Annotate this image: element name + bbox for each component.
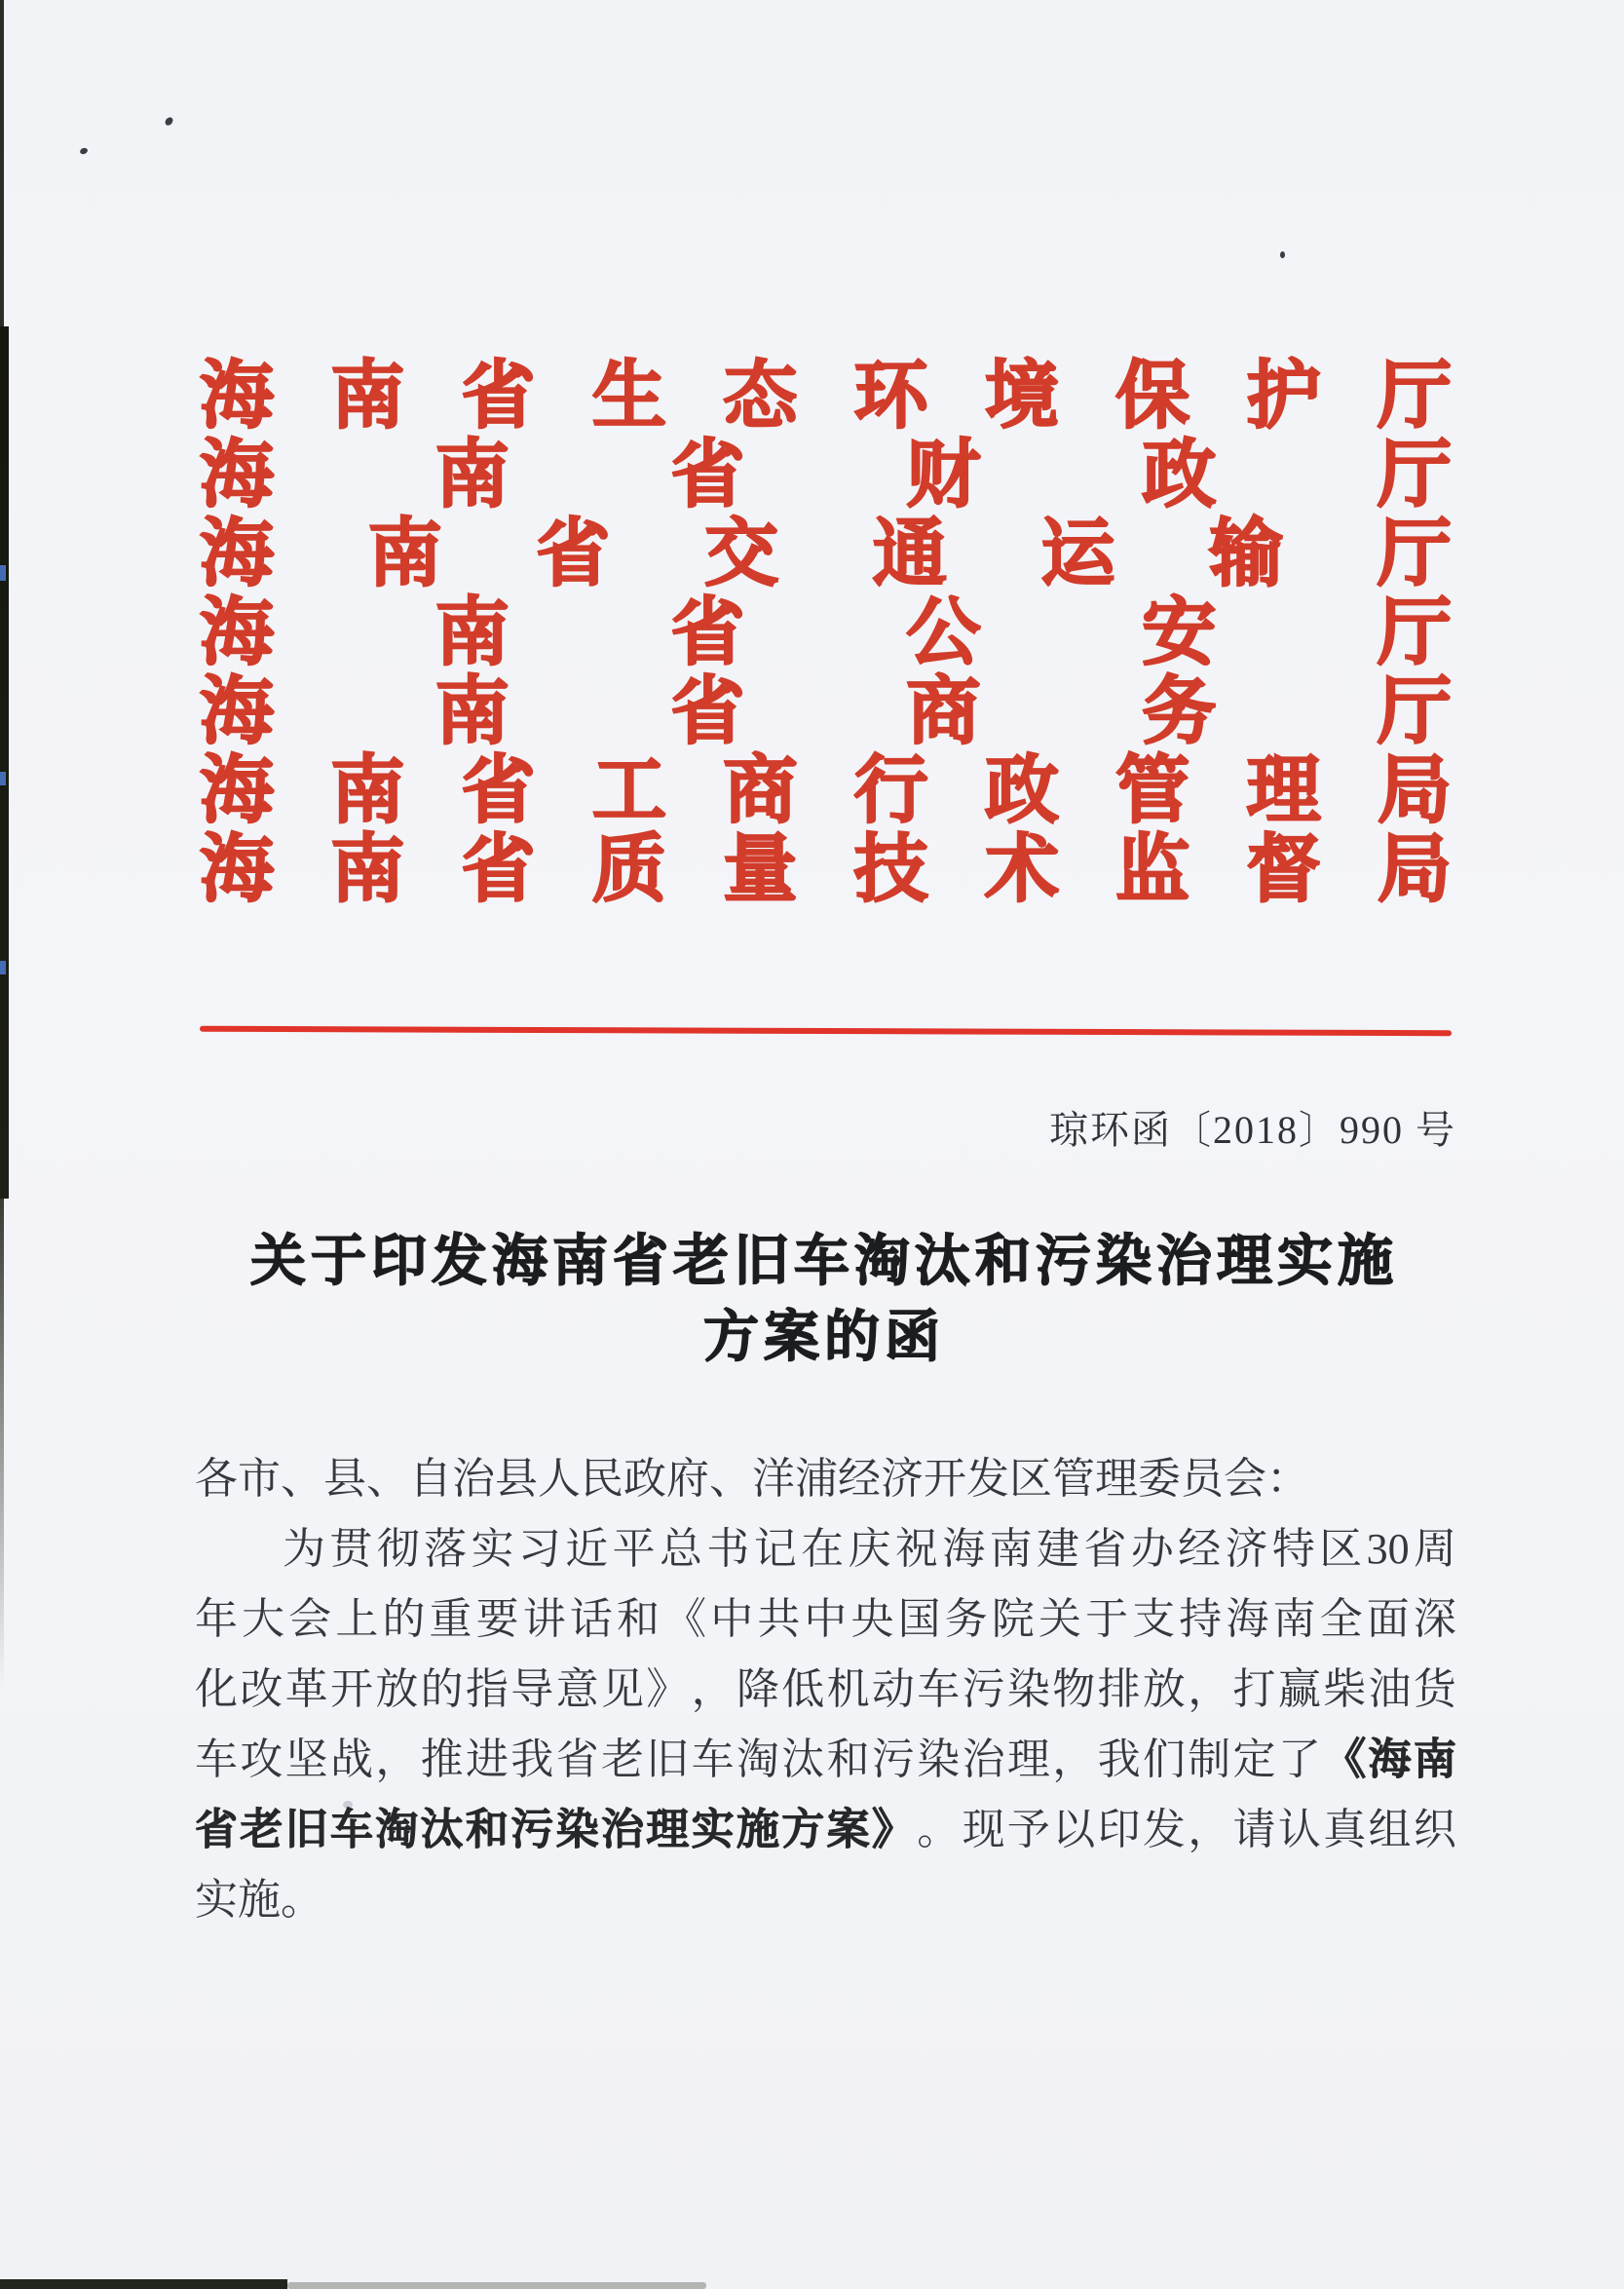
body-char: 庆 <box>848 1525 891 1573</box>
letterhead-line <box>200 750 1452 832</box>
body-char: 战 <box>329 1736 373 1783</box>
body-char: 政 <box>623 1455 666 1503</box>
body-char: 真 <box>1323 1806 1367 1853</box>
letterhead-char: 安 <box>1142 592 1217 674</box>
body-char: 推 <box>420 1736 464 1783</box>
letterhead-char: 环 <box>853 356 928 438</box>
body-char: 施 <box>238 1876 281 1924</box>
body-char: 县 <box>495 1455 538 1503</box>
body-char: 车 <box>917 1665 961 1713</box>
letterhead-char: 政 <box>984 750 1059 832</box>
body-char: 实 <box>471 1525 514 1573</box>
body-char: 化 <box>195 1665 238 1713</box>
body-char: 治 <box>962 1736 1005 1783</box>
body-char: 污 <box>962 1665 1005 1713</box>
body-char: 贯 <box>329 1525 373 1573</box>
body-char: 放 <box>1142 1665 1186 1713</box>
body-text-line <box>195 1725 1456 1795</box>
body-char: 县 <box>323 1455 366 1503</box>
letterhead-char: 行 <box>853 750 928 832</box>
scan-artifact-speck <box>1280 251 1285 258</box>
body-char: 支 <box>1132 1595 1176 1643</box>
letterhead-char: 南 <box>330 750 405 832</box>
body-char: 排 <box>1097 1665 1141 1713</box>
body-char: 会 <box>288 1595 332 1643</box>
body-char: 。 <box>281 1876 323 1924</box>
body-char: 见 <box>600 1665 644 1713</box>
letterhead-line <box>200 671 1452 753</box>
body-char: 的 <box>420 1665 464 1713</box>
body-char: 平 <box>612 1525 656 1573</box>
letterhead-char: 管 <box>1115 750 1190 832</box>
body-char: 经 <box>838 1455 881 1503</box>
body-char: 现 <box>962 1806 1005 1853</box>
letterhead-char: 南 <box>330 356 405 438</box>
body-text-line <box>195 1584 1456 1655</box>
body-char: 发 <box>1142 1806 1186 1853</box>
body-char: 要 <box>475 1595 519 1643</box>
body-char: 济 <box>881 1455 924 1503</box>
body-char: 实 <box>195 1876 238 1924</box>
body-char: 省 <box>195 1806 238 1853</box>
body-char: 意 <box>555 1665 599 1713</box>
body-char: 》 <box>646 1665 690 1713</box>
body-char: 管 <box>1052 1455 1095 1503</box>
body-char: 大 <box>242 1595 285 1643</box>
body-char: 放 <box>375 1665 419 1713</box>
body-char: 方 <box>781 1806 825 1853</box>
body-char: 落 <box>424 1525 468 1573</box>
body-char: 面 <box>1366 1595 1410 1643</box>
body-char: 治 <box>452 1455 495 1503</box>
body-char: 海 <box>1368 1736 1412 1783</box>
body-char: 组 <box>1368 1806 1412 1853</box>
body-char: 各 <box>195 1455 238 1503</box>
body-text-line <box>195 1795 1456 1865</box>
document-body <box>195 1444 1456 1935</box>
letterhead-char: 南 <box>330 829 405 911</box>
letterhead-char: 量 <box>723 829 798 911</box>
body-char: 院 <box>991 1595 1035 1643</box>
letterhead-char: 局 <box>1377 829 1452 911</box>
body-char: 低 <box>781 1665 825 1713</box>
body-char: 车 <box>691 1736 735 1783</box>
body-char: 请 <box>1232 1806 1276 1853</box>
body-char: 织 <box>1413 1806 1456 1853</box>
letterhead-char: 海 <box>200 671 274 753</box>
body-char: 进 <box>465 1736 509 1783</box>
body-char: 制 <box>1188 1736 1231 1783</box>
scan-artifact-bottom-streak <box>0 2279 287 2289</box>
body-char: 近 <box>565 1525 609 1573</box>
letterhead-char: 政 <box>1142 435 1217 516</box>
body-char: 民 <box>581 1455 623 1503</box>
body-char: 南 <box>1413 1736 1456 1783</box>
body-char: 自 <box>409 1455 452 1503</box>
body-char: 务 <box>944 1595 988 1643</box>
letterhead-char: 质 <box>591 829 666 911</box>
body-char: 的 <box>382 1595 426 1643</box>
letterhead-line <box>200 829 1452 911</box>
body-char: 会 <box>1224 1455 1266 1503</box>
body-char: 书 <box>706 1525 750 1573</box>
body-char: 人 <box>538 1455 581 1503</box>
body-char: 旧 <box>646 1736 690 1783</box>
letterhead-char: 南 <box>434 592 510 674</box>
letterhead-char: 海 <box>200 356 274 438</box>
body-char: 理 <box>646 1806 690 1853</box>
body-char: 治 <box>600 1806 644 1853</box>
letterhead-char: 厅 <box>1377 671 1452 753</box>
letterhead-char: 保 <box>1115 356 1190 438</box>
body-char: 海 <box>942 1525 986 1573</box>
letterhead-char: 公 <box>906 592 981 674</box>
letterhead-char: 海 <box>200 514 274 595</box>
letterhead-char: 通 <box>872 514 947 595</box>
letterhead-char: 商 <box>723 750 798 832</box>
body-char: 认 <box>1277 1806 1321 1853</box>
letterhead-char: 态 <box>723 356 798 438</box>
body-char: 我 <box>1097 1736 1141 1783</box>
body-char: 全 <box>1319 1595 1363 1643</box>
body-char: 委 <box>1138 1455 1181 1503</box>
letterhead-char: 护 <box>1246 356 1321 438</box>
letterhead-char: 省 <box>670 435 745 516</box>
body-char: 淘 <box>375 1806 419 1853</box>
letterhead-char: 财 <box>906 435 981 516</box>
body-char: 为 <box>283 1525 325 1573</box>
body-char: 车 <box>195 1736 238 1783</box>
body-char: 车 <box>329 1806 373 1853</box>
body-char: 柴 <box>1323 1665 1367 1713</box>
body-char: 省 <box>1083 1525 1127 1573</box>
body-char: 、 <box>281 1455 323 1503</box>
letterhead-char: 厅 <box>1377 435 1452 516</box>
letterhead-char: 工 <box>591 750 666 832</box>
body-char: 改 <box>240 1665 283 1713</box>
letterhead-char: 海 <box>200 829 274 911</box>
body-char: 深 <box>1413 1595 1456 1643</box>
body-char: 以 <box>1052 1806 1096 1853</box>
body-char: 海 <box>1226 1595 1269 1643</box>
scan-artifact-speck <box>164 116 174 127</box>
letterhead-char: 商 <box>906 671 981 753</box>
body-char: 在 <box>801 1525 845 1573</box>
body-char: 定 <box>1232 1736 1276 1783</box>
body-char: 于 <box>1085 1595 1129 1643</box>
letterhead-char: 海 <box>200 750 274 832</box>
letterhead-char: 南 <box>434 435 510 516</box>
body-char: 予 <box>1006 1806 1050 1853</box>
body-char: 关 <box>1038 1595 1081 1643</box>
body-char: 》 <box>871 1806 915 1853</box>
scan-artifact-bottom-streak-faint <box>287 2282 706 2289</box>
body-char: 南 <box>1272 1595 1316 1643</box>
letterhead-char: 海 <box>200 592 274 674</box>
letterhead-char: 境 <box>984 356 1059 438</box>
body-char: 共 <box>757 1595 801 1643</box>
body-char: 和 <box>465 1806 509 1853</box>
letterhead-char: 省 <box>461 829 536 911</box>
body-char: 、 <box>366 1455 409 1503</box>
body-char: 染 <box>1006 1665 1050 1713</box>
body-char: 染 <box>917 1736 961 1783</box>
body-char: 持 <box>1179 1595 1223 1643</box>
body-char: 机 <box>826 1665 870 1713</box>
body-char: 浦 <box>795 1455 838 1503</box>
body-char: 污 <box>871 1736 915 1783</box>
letterhead-char: 省 <box>461 356 536 438</box>
body-char: 讲 <box>522 1595 566 1643</box>
body-text-line <box>195 1655 1456 1725</box>
letterhead-char: 厅 <box>1377 356 1452 438</box>
scan-artifact-left-edge-middle <box>0 326 9 1199</box>
body-char: 打 <box>1232 1665 1276 1713</box>
letterhead-char: 输 <box>1209 514 1284 595</box>
body-char: 经 <box>1178 1525 1222 1573</box>
body-char: 染 <box>555 1806 599 1853</box>
letterhead-char: 监 <box>1115 829 1190 911</box>
body-char: 动 <box>871 1665 915 1713</box>
body-char: 赢 <box>1277 1665 1321 1713</box>
letterhead-line <box>200 592 1452 674</box>
body-char: 国 <box>897 1595 941 1643</box>
body-char: 《 <box>663 1595 707 1643</box>
body-char: 我 <box>510 1736 554 1783</box>
scan-artifact-blue-notch <box>0 961 6 974</box>
body-char: 了 <box>1277 1736 1321 1783</box>
letterhead-char: 省 <box>536 514 611 595</box>
body-char: 和 <box>826 1736 870 1783</box>
body-char: 彻 <box>376 1525 420 1573</box>
body-char: 降 <box>736 1665 779 1713</box>
body-char: 们 <box>1142 1736 1186 1783</box>
body-char: 革 <box>284 1665 328 1713</box>
body-char: 南 <box>989 1525 1033 1573</box>
body-char: 祝 <box>894 1525 938 1573</box>
letterhead-char: 务 <box>1142 671 1217 753</box>
body-char: 习 <box>517 1525 561 1573</box>
body-char: 30 <box>1366 1525 1410 1573</box>
letterhead-char: 督 <box>1246 829 1321 911</box>
letterhead-char: 南 <box>367 514 442 595</box>
letterhead-char: 术 <box>984 829 1059 911</box>
scan-artifact-blue-notch <box>0 772 6 785</box>
body-char: ， <box>1188 1665 1231 1713</box>
body-char: 区 <box>1319 1525 1363 1573</box>
letterhead-char: 南 <box>434 671 510 753</box>
body-char: 建 <box>1037 1525 1079 1573</box>
letterhead-char: 厅 <box>1377 592 1452 674</box>
body-char: 淘 <box>736 1736 779 1783</box>
scan-artifact-left-edge-top <box>0 0 4 326</box>
scan-artifact-left-edge-bottom <box>0 1199 4 1686</box>
scan-artifact-blue-notch <box>0 565 6 581</box>
body-text-line <box>195 1865 1456 1935</box>
body-char: 员 <box>1181 1455 1224 1503</box>
body-char: 洋 <box>752 1455 795 1503</box>
body-char: 理 <box>1006 1736 1050 1783</box>
body-char: 老 <box>240 1806 283 1853</box>
body-char: 《 <box>1323 1736 1367 1783</box>
body-char: 省 <box>555 1736 599 1783</box>
body-char: 货 <box>1413 1665 1456 1713</box>
body-char: 污 <box>510 1806 554 1853</box>
body-char: 办 <box>1130 1525 1174 1573</box>
body-char: 重 <box>429 1595 472 1643</box>
body-char: 实 <box>691 1806 735 1853</box>
body-char: 府 <box>666 1455 709 1503</box>
body-char: 记 <box>753 1525 797 1573</box>
letterhead-char: 生 <box>591 356 666 438</box>
body-char: 汰 <box>420 1806 464 1853</box>
letterhead-char: 海 <box>200 435 274 516</box>
body-char: 老 <box>600 1736 644 1783</box>
body-char: 汰 <box>781 1736 825 1783</box>
body-char: 施 <box>736 1806 779 1853</box>
letterhead-char: 省 <box>670 671 745 753</box>
body-char: 。 <box>917 1806 961 1853</box>
body-char: 年 <box>195 1595 238 1643</box>
body-char: ， <box>691 1665 735 1713</box>
body-char: 、 <box>709 1455 752 1503</box>
body-char: ， <box>1052 1736 1096 1783</box>
document-number: 琼环函〔2018〕990 号 <box>1049 1108 1456 1152</box>
letterhead-char: 理 <box>1246 750 1321 832</box>
body-char: 话 <box>569 1595 613 1643</box>
body-char: 区 <box>1009 1455 1052 1503</box>
body-char: 坚 <box>284 1736 328 1783</box>
body-text-line <box>195 1514 1456 1584</box>
body-char: 油 <box>1368 1665 1412 1713</box>
body-char: 周 <box>1414 1525 1456 1573</box>
body-char: 市 <box>238 1455 281 1503</box>
body-char: 中 <box>710 1595 754 1643</box>
letterhead-line <box>200 516 1452 595</box>
body-char: 物 <box>1052 1665 1096 1713</box>
body-char: 和 <box>616 1595 660 1643</box>
letterhead-char: 技 <box>853 829 928 911</box>
body-char: 攻 <box>240 1736 283 1783</box>
document-title <box>181 1224 1467 1376</box>
body-char: 印 <box>1097 1806 1141 1853</box>
body-char: ， <box>375 1736 419 1783</box>
body-char: 发 <box>966 1455 1009 1503</box>
letterhead-char: 省 <box>670 592 745 674</box>
red-separator-line <box>200 1026 1452 1036</box>
body-char: 开 <box>924 1455 966 1503</box>
body-char: 特 <box>1271 1525 1315 1573</box>
body-char: 中 <box>804 1595 848 1643</box>
document-title-line1: 关于印发海南省老旧车淘汰和污染治理实施 <box>250 1231 1398 1292</box>
body-char: 总 <box>660 1525 702 1573</box>
letterhead-line <box>200 356 1452 438</box>
body-char: 案 <box>826 1806 870 1853</box>
letterhead-char: 局 <box>1377 750 1452 832</box>
body-char: ： <box>1266 1455 1309 1503</box>
letterhead-char: 省 <box>461 750 536 832</box>
letterhead-char: 运 <box>1040 514 1115 595</box>
body-char: 开 <box>329 1665 373 1713</box>
document-title-line2: 方案的函 <box>703 1307 945 1368</box>
body-char: 导 <box>510 1665 554 1713</box>
letterhead-char: 交 <box>704 514 779 595</box>
body-char: 理 <box>1095 1455 1138 1503</box>
letterhead-line <box>200 435 1452 516</box>
scan-artifact-speck <box>79 147 89 155</box>
body-char: 指 <box>465 1665 509 1713</box>
body-text-line <box>195 1444 1456 1514</box>
letterhead <box>200 356 1452 911</box>
letterhead-char: 厅 <box>1377 514 1452 595</box>
body-char: ， <box>1188 1806 1231 1853</box>
body-char: 央 <box>850 1595 894 1643</box>
body-char: 旧 <box>284 1806 328 1853</box>
body-char: 上 <box>335 1595 379 1643</box>
body-char: 济 <box>1225 1525 1268 1573</box>
